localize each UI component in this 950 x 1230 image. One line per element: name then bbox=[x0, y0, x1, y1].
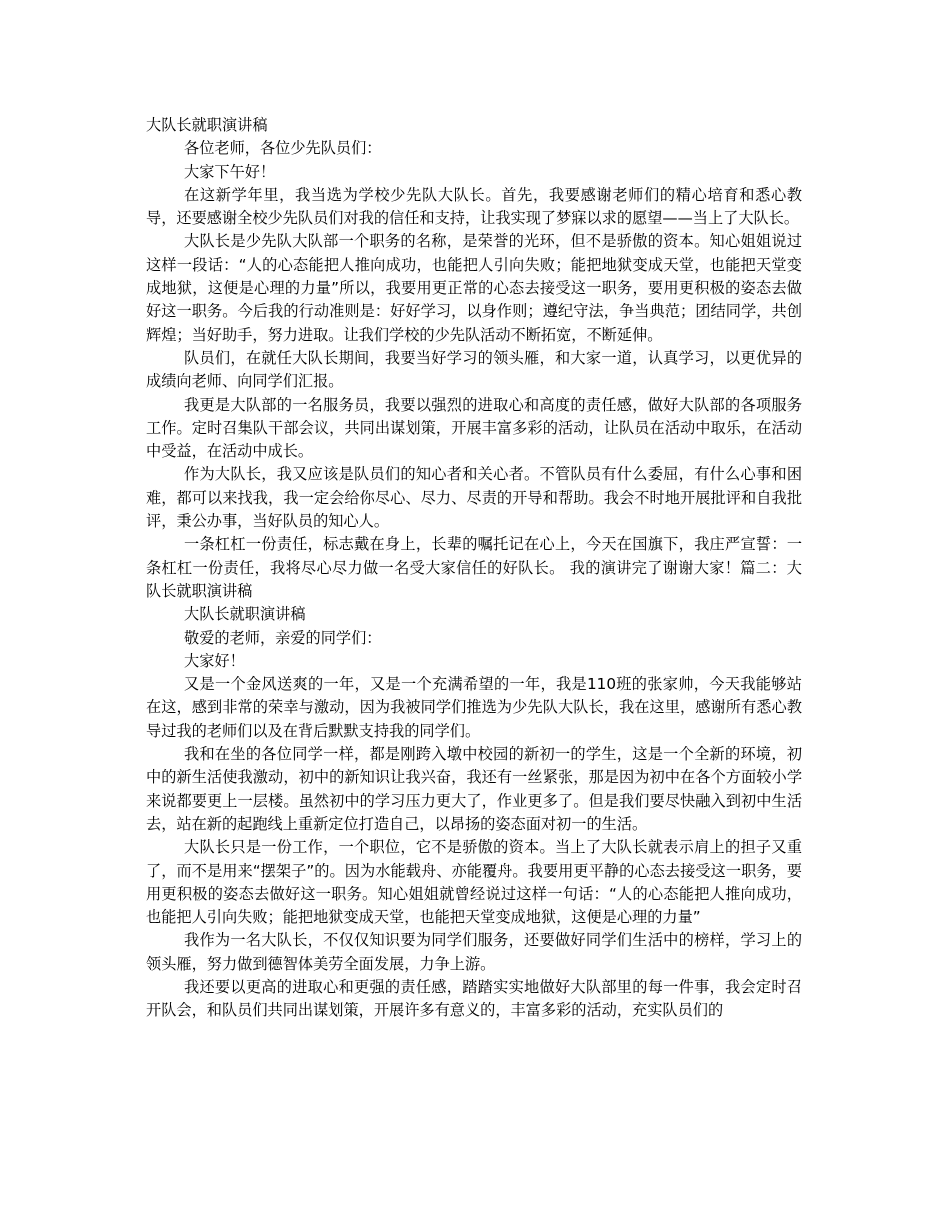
document-title: 大队长就职演讲稿 bbox=[146, 116, 268, 134]
paragraph-role: 大队长是少先队大队部一个职务的名称，是荣誉的光环，但不是骄傲的资本。知心姐姐说过这样一段话：“人的心态能把人推向成功，也能把人引向失败；能把地狱变成天堂，也能把天堂变成地狱，这便是心理的力量”所以，我要用更正常的心态去接受这一职务，要用更积极的姿态去做好这一职务。今后我的行动准则是：好好学习，以身作则；遵纪守法，争当典范；团结同学，共创辉煌；当好助手，努力进取。让我们学校的少先队活动不断拓宽，不断延伸。 bbox=[146, 232, 802, 344]
paragraph-new-student: 我和在坐的各位同学一样，都是刚跨入墩中校园的新初一的学生，这是一个全新的环境，初中的新生活使我激动，初中的新知识让我兴奋，我还有一丝紧张，那是因为初中在各个方面较小学来说都要更上一层楼。虽然初中的学习压力更大了，作业更多了。但是我们要尽快融入到初中生活去，站在新的起跑线上重新定位打造自己，以昂扬的姿态面对初一的生活。 bbox=[146, 745, 802, 833]
second-salutation: 大家好！ bbox=[184, 651, 245, 670]
paragraph-job: 大队长只是一份工作，一个职位，它不是骄傲的资本。当上了大队长就表示肩上的担子又重了，而不是用来“摆架子”的。因为水能载舟、亦能覆舟。我要用更平静的心态去接受这一职务，要用更积极的姿态去做好这一职务。知心姐姐就曾经说过这样一句话：“人的心态能把人推向成功，也能把人引向失败；能把地狱变成天堂，也能把天堂变成地狱，这便是心理的力量” bbox=[146, 838, 802, 927]
paragraph-responsibility: 我还要以更高的进取心和更强的责任感，踏踏实实地做好大队部里的每一件事，我会定时召开队会，和队员们共同出谋划策，开展许多有意义的，丰富多彩的活动，充实队员们的 bbox=[146, 977, 802, 1020]
paragraph-pledge: 一条杠杠一份责任，标志戴在身上，长辈的嘱托记在心上，今天在国旗下，我庄严宣誓：一条杠杠一份责任，我将尽心尽力做一名受大家信任的好队长。 我的演讲完了谢谢大家！篇二：大队长就职演讲稿 bbox=[146, 535, 802, 600]
greeting: 各位老师，各位少先队员们： bbox=[184, 139, 382, 158]
second-greeting: 敬爱的老师，亲爱的同学们： bbox=[184, 628, 382, 647]
paragraph-study: 队员们，在就任大队长期间，我要当好学习的领头雁，和大家一道，认真学习，以更优异的成绩向老师、向同学们汇报。 bbox=[146, 348, 802, 391]
salutation: 大家下午好！ bbox=[184, 162, 276, 181]
paragraph-confidant: 作为大队长，我又应该是队员们的知心者和关心者。不管队员有什么委屈，有什么心事和困难，都可以来找我，我一定会给你尽心、尽力、尽责的开导和帮助。我会不时地开展批评和自我批评，秉公办事，当好队员的知心人。 bbox=[146, 465, 802, 531]
paragraph-service: 我更是大队部的一名服务员，我要以强烈的进取心和高度的责任感，做好大队部的各项服务工作。定时召集队干部会议，共同出谋划策，开展丰富多彩的活动，让队员在活动中取乐，在活动中受益，在活动中成长。 bbox=[146, 395, 802, 461]
paragraph-intro: 又是一个金风送爽的一年，又是一个充满希望的一年，我是110班的张家帅，今天我能够站在这，感到非常的荣幸与激动，因为我被同学们推选为少先队大队长，我在这里，感谢所有悉心教导过我的老师们以及在背后默默支持我的同学们。 bbox=[146, 675, 802, 740]
paragraph-example: 我作为一名大队长，不仅仅知识要为同学们服务，还要做好同学们生活中的榜样，学习上的领头雁，努力做到德智体美劳全面发展，力争上游。 bbox=[146, 931, 802, 973]
document-page bbox=[146, 114, 802, 1023]
paragraph-thanks: 在这新学年里，我当选为学校少先队大队长。首先，我要感谢老师们的精心培育和悉心教导，还要感谢全校少先队员们对我的信任和支持，让我实现了梦寐以求的愿望——当上了大队长。 bbox=[146, 185, 802, 228]
second-title: 大队长就职演讲稿 bbox=[184, 605, 306, 624]
